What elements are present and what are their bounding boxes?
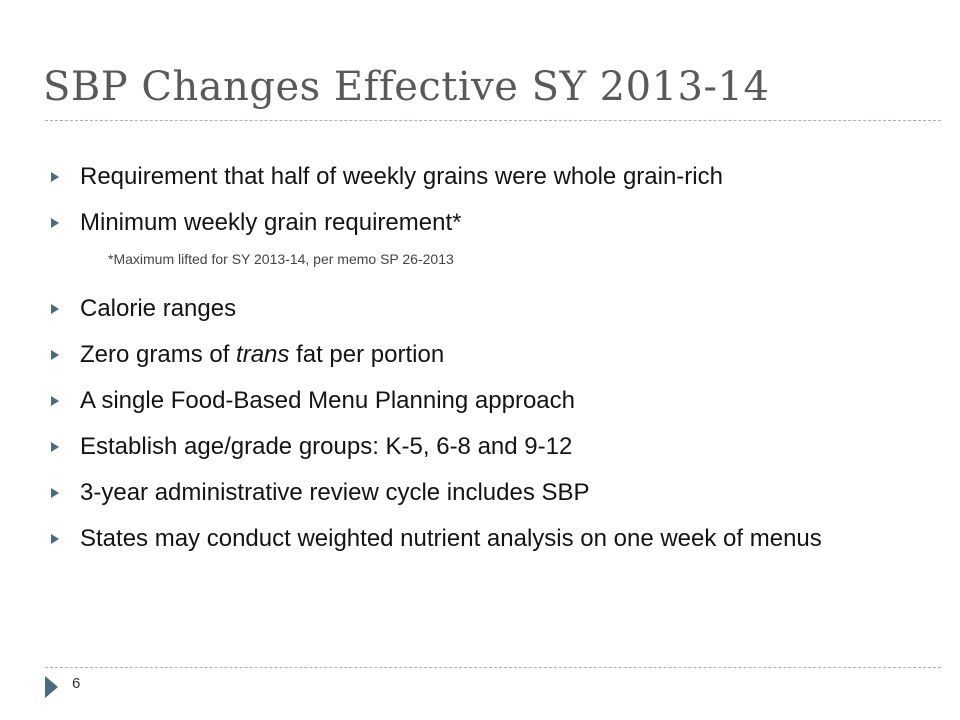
bullet-text: Calorie ranges: [80, 295, 237, 322]
bullet-item: [51, 292, 931, 326]
bullet-text: Minimum weekly grain requirement*: [80, 209, 462, 236]
bullet-item: [51, 522, 931, 556]
bullet-arrow-icon: [51, 488, 59, 498]
bullet-text: Requirement that half of weekly grains were whole grain-rich: [80, 163, 723, 190]
bullet-item: [51, 384, 931, 418]
bullet-text: Establish age/grade groups: K-5, 6-8 and 9-12: [80, 433, 573, 460]
bullet-item: [51, 430, 931, 464]
title-divider: [45, 120, 941, 121]
bullet-text: A single Food-Based Menu Planning approach: [80, 387, 575, 414]
bullet-list: [51, 160, 931, 568]
footer-divider: [45, 667, 941, 668]
bullet-arrow-icon: [51, 172, 59, 182]
bullet-item: [51, 338, 931, 372]
footer-arrow-icon: [45, 676, 58, 698]
bullet-text-before: Zero grams of: [80, 341, 237, 368]
slide-title: SBP Changes Effective SY 2013-14: [43, 64, 770, 110]
page-number: 6: [72, 675, 81, 692]
bullet-arrow-icon: [51, 350, 59, 360]
bullet-arrow-icon: [51, 534, 59, 544]
bullet-item: [51, 206, 931, 240]
bullet-text-emphasis: trans: [236, 341, 290, 368]
bullet-text-after: fat per portion: [289, 341, 445, 368]
bullet-text: States may conduct weighted nutrient analysis on one week of menus: [80, 525, 822, 552]
bullet-arrow-icon: [51, 396, 59, 406]
footnote: *Maximum lifted for SY 2013-14, per memo SP 26-2013: [108, 251, 454, 267]
bullet-item: [51, 160, 931, 194]
bullet-arrow-icon: [51, 304, 59, 314]
bullet-text: 3-year administrative review cycle includes SBP: [80, 479, 590, 506]
bullet-item: [51, 476, 931, 510]
bullet-arrow-icon: [51, 442, 59, 452]
bullet-arrow-icon: [51, 218, 59, 228]
